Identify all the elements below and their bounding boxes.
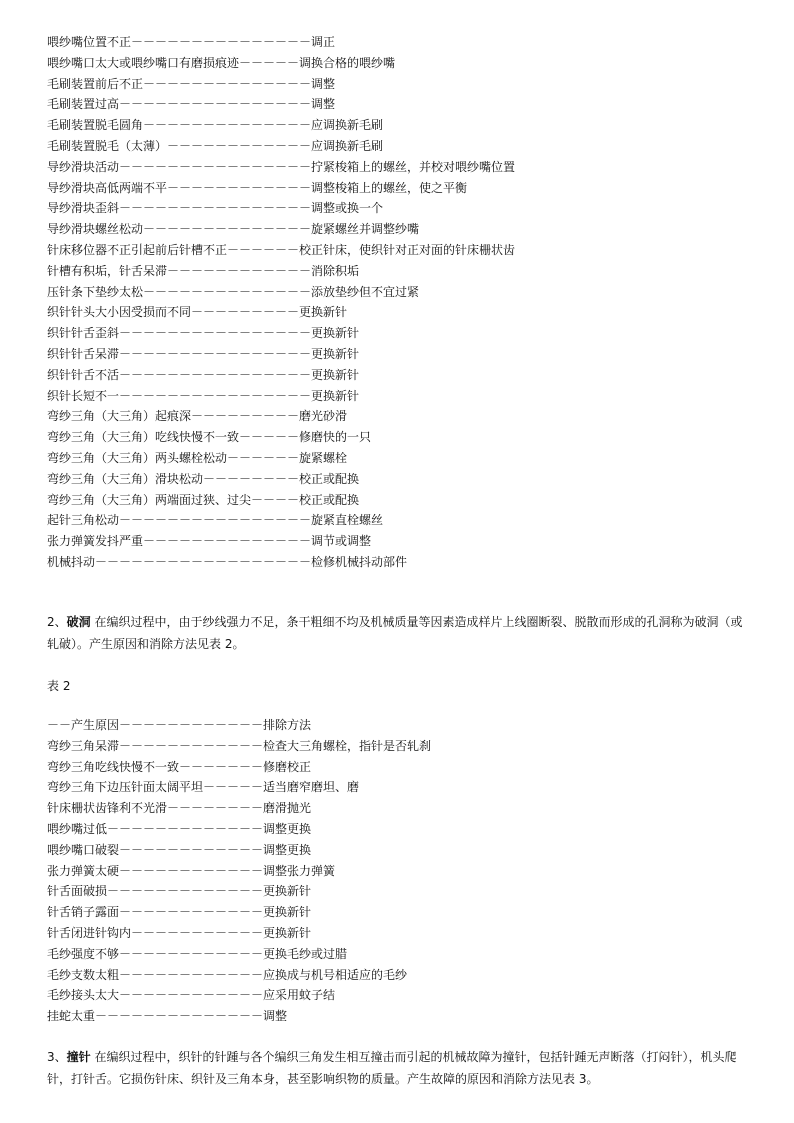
list-item: 起针三角松动－－－－－－－－－－－－－－－－旋紧直栓螺丝 — [47, 513, 384, 528]
list-item: 织针针舌不活－－－－－－－－－－－－－－－－更换新针 — [47, 367, 360, 382]
section-3-text: 在编织过程中，织针的针踵与各个编织三角发生相互撞击而引起的机械故障为撞针，包括针踵无声断落（打闷针），机头爬针，打针舌。它损伤针床、织针及三角本身，甚至影响织物的质量。产生故障的原因和消除方法见表 3。 — [47, 1050, 737, 1086]
list-item: 弯纱三角呆滞－－－－－－－－－－－－检查大三角螺栓，指针是否轧刹 — [47, 738, 432, 753]
list-item: 毛刷装置脱毛（太薄）－－－－－－－－－－－－应调换新毛刷 — [47, 138, 384, 153]
list-item: 织针针头大小因受损而不同－－－－－－－－－更换新针 — [47, 305, 348, 320]
list-item: 织针长短不一－－－－－－－－－－－－－－－－更换新针 — [47, 388, 360, 403]
list-item: 针床栅状齿锋利不光滑－－－－－－－－磨滑抛光 — [47, 801, 312, 816]
list-item: 针槽有积垢，针舌呆滞－－－－－－－－－－－－消除积垢 — [47, 263, 360, 278]
list-item: 针床移位器不正引起前后针槽不正－－－－－－校正针床，使织针对正对面的针床栅状齿 — [47, 242, 516, 257]
list-item: 张力弹簧太硬－－－－－－－－－－－－调整张力弹簧 — [47, 863, 336, 878]
list-item: 弯纱三角（大三角）滑块松动－－－－－－－－校正或配换 — [47, 471, 360, 486]
list-item: 毛纱支数太粗－－－－－－－－－－－－应换成与机号相适应的毛纱 — [47, 967, 408, 982]
section-2-term: 破洞 — [66, 615, 91, 629]
list-item: 喂纱嘴口破裂－－－－－－－－－－－－调整更换 — [47, 842, 312, 857]
list-item: 织针针舌歪斜－－－－－－－－－－－－－－－－更换新针 — [47, 326, 360, 341]
list-item: 针舌销子露面－－－－－－－－－－－－更换新针 — [47, 905, 312, 920]
section-3-number: 3、 — [47, 1050, 67, 1064]
list-item: 导纱滑块高低两端不平－－－－－－－－－－－－调整梭箱上的螺丝，使之平衡 — [47, 180, 468, 195]
list-item: 针舌面破损－－－－－－－－－－－－－更换新针 — [47, 884, 312, 899]
list-item: 弯纱三角吃线快慢不一致－－－－－－－修磨校正 — [47, 759, 312, 774]
table-2-caption: 表 2 — [47, 679, 71, 693]
list-item: 喂纱嘴位置不正－－－－－－－－－－－－－－－调正 — [47, 35, 336, 49]
section-2-text: 在编织过程中，由于纱线强力不足，条干粗细不均及机械质量等因素造成样片上线圈断裂、脱散而形成的孔洞称为破洞（或轧破）。产生原因和消除方法见表 2。 — [47, 615, 743, 651]
list-item: 导纱滑块螺丝松动－－－－－－－－－－－－－－旋紧螺丝并调整纱嘴 — [47, 222, 420, 237]
list-item: 喂纱嘴口太大或喂纱嘴口有磨损痕迹－－－－－调换合格的喂纱嘴 — [47, 55, 396, 70]
fault-list-2 — [47, 715, 431, 1027]
list-item: 弯纱三角（大三角）起痕深－－－－－－－－－磨光砂滑 — [47, 409, 348, 424]
section-2-paragraph — [47, 611, 753, 655]
list-item: 毛纱强度不够－－－－－－－－－－－－更换毛纱或过腊 — [47, 946, 348, 961]
section-2-number: 2、 — [47, 615, 67, 629]
list-item: 织针针舌呆滞－－－－－－－－－－－－－－－－更换新针 — [47, 346, 360, 361]
list-item: 弯纱三角下边压针面太阔平坦－－－－－适当磨窄磨坦、磨 — [47, 780, 360, 795]
list-item: 毛刷装置脱毛圆角－－－－－－－－－－－－－－应调换新毛刷 — [47, 118, 384, 133]
list-item: 弯纱三角（大三角）两头螺栓松动－－－－－－旋紧螺栓 — [47, 450, 348, 465]
list-item: 挂蛇太重－－－－－－－－－－－－－－调整 — [47, 1009, 288, 1024]
list-item: 机械抖动－－－－－－－－－－－－－－－－－－检修机械抖动部件 — [47, 554, 408, 569]
list-item: －－产生原因－－－－－－－－－－－－排除方法 — [47, 718, 312, 732]
list-item: 针舌闭进针钩内－－－－－－－－－－－更换新针 — [47, 925, 312, 940]
list-item: 弯纱三角（大三角）两端面过狭、过尖－－－－校正或配换 — [47, 492, 360, 507]
list-item: 毛纱接头太大－－－－－－－－－－－－应采用蚊子结 — [47, 988, 336, 1003]
section-3-paragraph — [47, 1046, 753, 1090]
section-3-term: 撞针 — [66, 1050, 91, 1064]
list-item: 压针条下垫纱太松－－－－－－－－－－－－－－添放垫纱但不宜过紧 — [47, 284, 420, 299]
list-item: 弯纱三角（大三角）吃线快慢不一致－－－－－修磨快的一只 — [47, 430, 372, 445]
list-item: 导纱滑块活动－－－－－－－－－－－－－－－－拧紧梭箱上的螺丝，并校对喂纱嘴位置 — [47, 159, 516, 174]
fault-list-1 — [47, 32, 515, 573]
list-item: 导纱滑块歪斜－－－－－－－－－－－－－－－－调整或换一个 — [47, 201, 384, 216]
list-item: 毛刷装置前后不正－－－－－－－－－－－－－－调整 — [47, 76, 336, 91]
list-item: 张力弹簧发抖严重－－－－－－－－－－－－－－调节或调整 — [47, 534, 372, 549]
list-item: 毛刷装置过高－－－－－－－－－－－－－－－－调整 — [47, 97, 336, 112]
list-item: 喂纱嘴过低－－－－－－－－－－－－－调整更换 — [47, 821, 312, 836]
